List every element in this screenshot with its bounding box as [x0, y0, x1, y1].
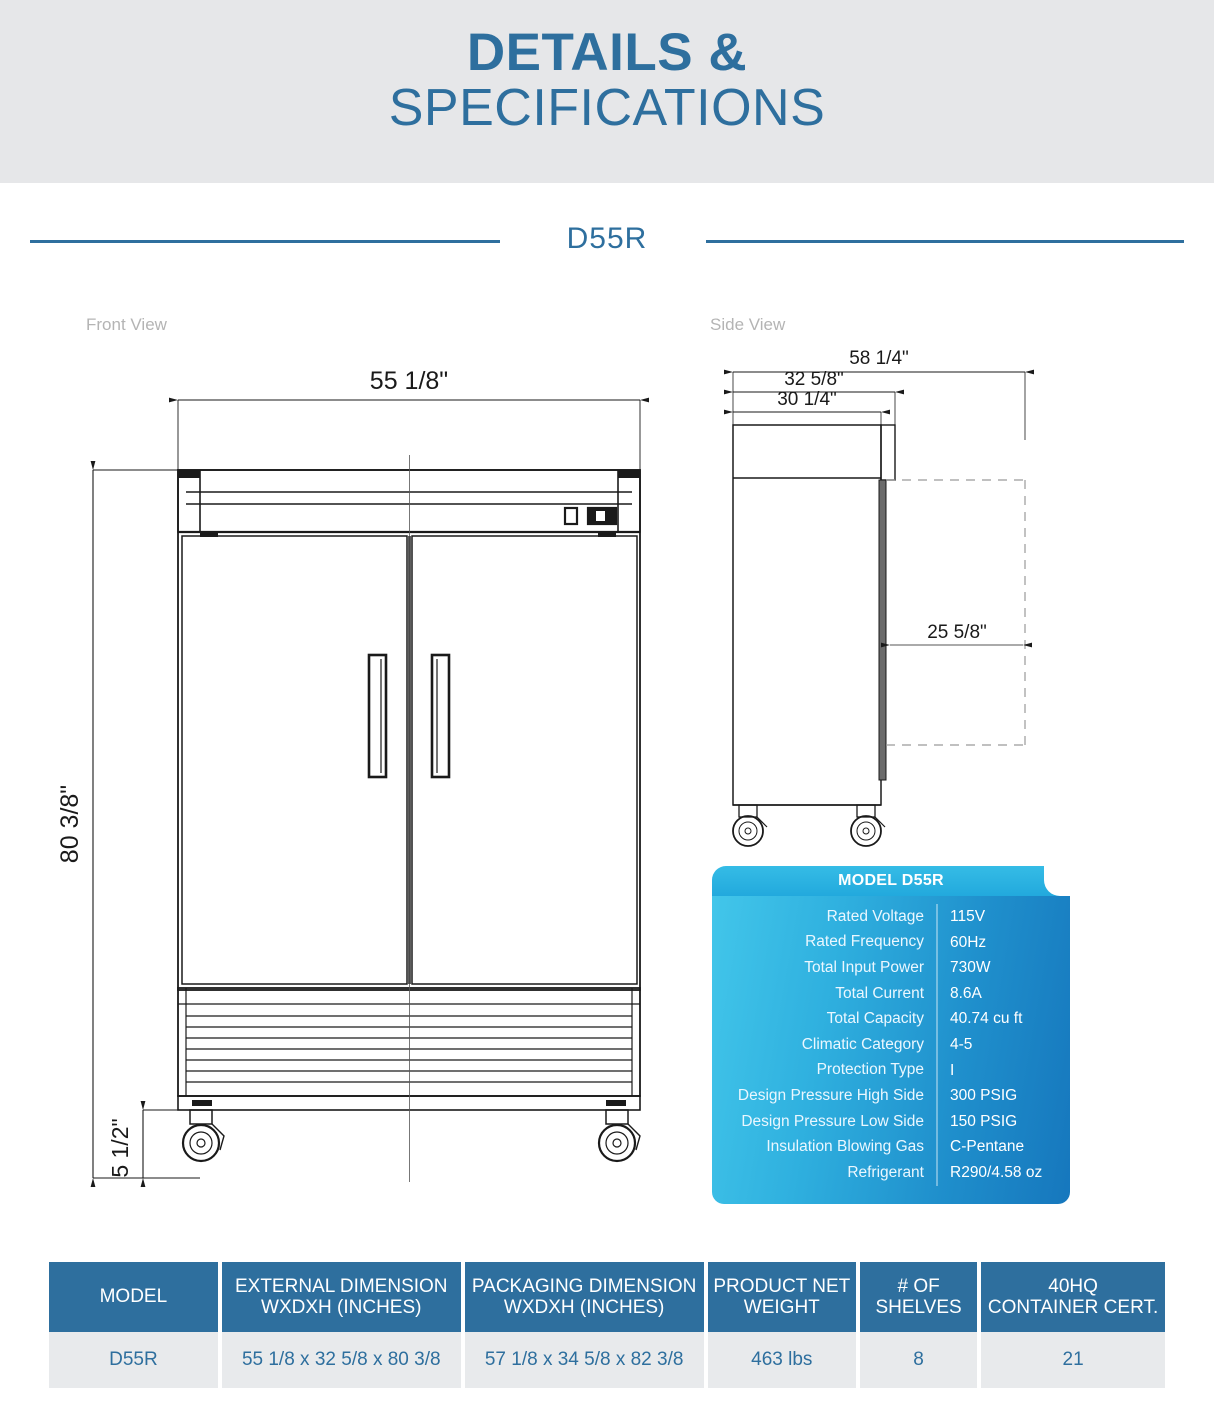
spec-row-value: 4-5	[936, 1032, 1060, 1058]
header-line: EXTERNAL DIMENSION	[234, 1275, 448, 1297]
specifications-table	[45, 1262, 1169, 1388]
door-handles	[369, 655, 449, 777]
header-external	[222, 1262, 461, 1332]
side-door-projection-value: 25 5/8"	[927, 622, 987, 643]
spec-row-value: 60Hz	[936, 930, 1060, 956]
spec-row-label: Insulation Blowing Gas	[766, 1138, 924, 1156]
spec-rows	[718, 904, 1060, 1186]
spec-row-value: 300 PSIG	[936, 1083, 1060, 1109]
spec-row-label: Design Pressure Low Side	[741, 1112, 924, 1130]
spec-row	[718, 955, 1060, 981]
header-shelves	[860, 1262, 977, 1332]
front-height-dimension	[93, 470, 200, 1178]
front-view-label: Front View	[86, 315, 167, 334]
header-line: PRODUCT NET	[713, 1275, 851, 1297]
spec-row	[718, 1109, 1060, 1135]
side-body-depth-dimension	[733, 412, 881, 430]
model-name: D55R	[566, 222, 648, 255]
spec-row	[718, 1134, 1060, 1160]
spec-row-label: Protection Type	[816, 1061, 924, 1079]
cell-external-dimension: 55 1/8 x 32 5/8 x 80 3/8	[222, 1332, 461, 1388]
spec-row	[718, 1160, 1060, 1186]
spec-row	[718, 1032, 1060, 1058]
header-line: WEIGHT	[743, 1297, 820, 1318]
header-net-weight	[708, 1262, 856, 1332]
spec-row-value: 115V	[936, 904, 1060, 930]
spec-row-value: 40.74 cu ft	[936, 1006, 1060, 1032]
spec-panel-body	[712, 896, 1070, 1204]
front-casters	[183, 1110, 640, 1161]
table-header-row	[49, 1262, 1165, 1332]
spec-panel	[712, 866, 1070, 1204]
header-packaging	[465, 1262, 704, 1332]
spec-panel-title: MODEL D55R	[712, 866, 1070, 896]
header-line: MODEL	[99, 1286, 168, 1308]
side-casters	[733, 805, 885, 846]
side-overall-depth-value: 58 1/4"	[849, 348, 909, 369]
header-line: # OF	[897, 1275, 940, 1297]
front-width-value: 55 1/8"	[369, 367, 449, 395]
spec-row-value: 730W	[936, 955, 1060, 981]
header-container	[981, 1262, 1165, 1332]
page-header	[0, 0, 1214, 183]
cell-model: D55R	[49, 1332, 218, 1388]
header-model	[49, 1262, 218, 1332]
table-row	[49, 1332, 1165, 1388]
header-line: CONTAINER CERT.	[987, 1297, 1159, 1318]
spec-row-label: Total Capacity	[826, 1010, 924, 1028]
side-cabinet-depth-value: 32 5/8"	[784, 369, 844, 390]
spec-row	[718, 1058, 1060, 1084]
title-line-2: SPECIFICATIONS	[388, 79, 826, 138]
cell-net-weight: 463 lbs	[708, 1332, 856, 1388]
spec-row	[718, 930, 1060, 956]
front-width-dimension	[178, 400, 640, 470]
side-overall-depth-dimension	[733, 372, 1025, 440]
header-line: WXDXH (INCHES)	[261, 1297, 422, 1318]
spec-row	[718, 981, 1060, 1007]
front-base-dimension	[143, 1110, 186, 1178]
side-body-depth-value: 30 1/4"	[777, 389, 837, 410]
cell-container-cert: 21	[981, 1332, 1165, 1388]
header-line: SHELVES	[875, 1297, 962, 1318]
side-cabinet-depth-dimension	[733, 392, 895, 480]
door-swing-projection	[886, 480, 1025, 745]
spec-row-label: Total Input Power	[804, 958, 924, 976]
side-view-label: Side View	[710, 315, 786, 334]
table-body	[49, 1332, 1165, 1388]
header-line: PACKAGING DIMENSION	[471, 1275, 697, 1297]
spec-row-label: Climatic Category	[801, 1035, 924, 1053]
spec-row-value: C-Pentane	[936, 1134, 1060, 1160]
spec-row-label: Refrigerant	[847, 1163, 924, 1181]
spec-row-label: Rated Frequency	[805, 933, 924, 951]
model-divider	[0, 212, 1214, 272]
spec-row-value: R290/4.58 oz	[936, 1160, 1060, 1186]
header-line: WXDXH (INCHES)	[503, 1297, 665, 1318]
spec-row-label: Design Pressure High Side	[737, 1086, 924, 1104]
spec-row	[718, 1083, 1060, 1109]
spec-row	[718, 1006, 1060, 1032]
page-title	[0, 23, 1214, 138]
spec-row-value: 150 PSIG	[936, 1109, 1060, 1135]
header-line: 40HQ	[1048, 1275, 1098, 1297]
front-height-value: 80 3/8"	[56, 784, 84, 864]
spec-row-label: Total Current	[835, 984, 924, 1002]
spec-row-label: Rated Voltage	[826, 907, 924, 925]
spec-row-value: I	[936, 1058, 1060, 1084]
spec-row	[718, 904, 1060, 930]
cell-packaging-dimension: 57 1/8 x 34 5/8 x 82 3/8	[465, 1332, 704, 1388]
front-base-value: 5 1/2"	[107, 1118, 133, 1178]
spec-row-value: 8.6A	[936, 981, 1060, 1007]
title-line-1: DETAILS &	[466, 23, 748, 82]
cell-shelves: 8	[860, 1332, 977, 1388]
control-panel	[565, 508, 616, 524]
